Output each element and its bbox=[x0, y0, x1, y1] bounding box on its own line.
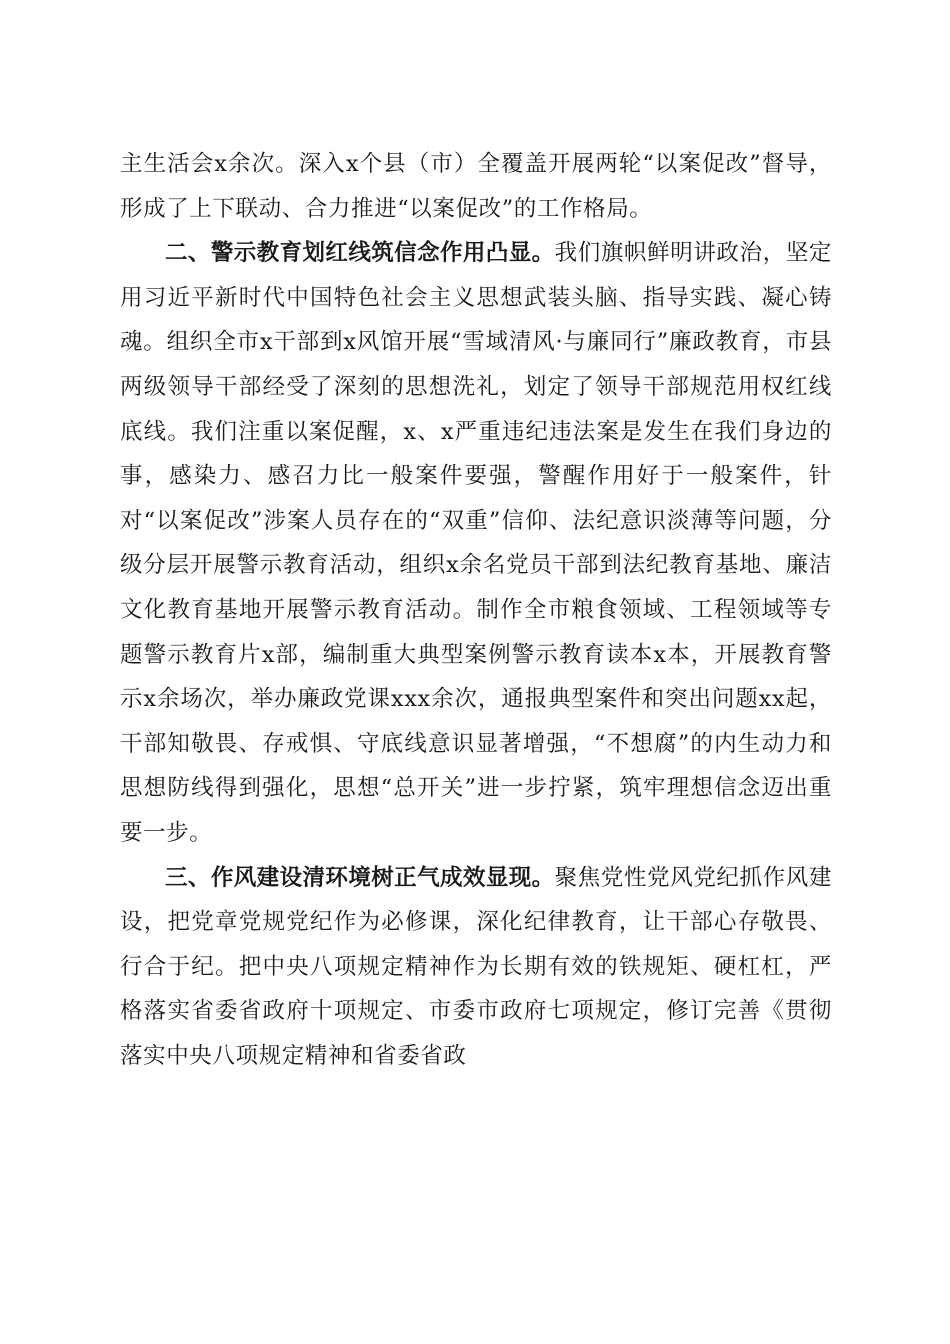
paragraph-3-text: 聚焦党性党风党纪抓作风建设，把党章党规党纪作为必修课，深化纪律教育，让干部心存敬畏、行合于纪。把中央八项规定精神作为长期有效的铁规矩、硬杠杠，严格落实省委省政府十项规定、市委市政府七项规定，修订完善《贯彻落实中央八项规定精神和省委省政 bbox=[120, 864, 833, 1069]
section-2-heading: 二、警示教育划红线筑信念作用凸显。 bbox=[165, 240, 555, 267]
paragraph-1 bbox=[120, 142, 832, 231]
paragraph-2 bbox=[120, 231, 832, 855]
section-3-heading: 三、作风建设清环境树正气成效显现。 bbox=[165, 864, 555, 891]
paragraph-1-text: 主生活会x余次。深入x个县（市）全覆盖开展两轮“以案促改”督导，形成了上下联动、合力推进“以案促改”的工作格局。 bbox=[120, 151, 832, 222]
paragraph-2-text: 我们旗帜鲜明讲政治，坚定用习近平新时代中国特色社会主义思想武装头脑、指导实践、凝心铸魂。组织全市x干部到x风馆开展“雪域清风·与廉同行”廉政教育，市县两级领导干部经受了深刻的思想洗礼，划定了领导干部规范用权红线底线。我们注重以案促醒，x、x严重违纪违法案是发生在我们身边的事，感染力、感召力比一般案件要强，警醒作用好于一般案件，针对“以案促改”涉案人员存在的“双重”信仰、法纪意识淡薄等问题，分级分层开展警示教育活动，组织x余名党员干部到法纪教育基地、廉洁文化教育基地开展警示教育活动。制作全市粮食领域、工程领域等专题警示教育片x部，编制重大典型案例警示教育读本x本，开展教育警示x余场次，举办廉政党课xxx余次，通报典型案件和突出问题xx起，干部知敬畏、存戒惧、守底线意识显著增强，“不想腐”的内生动力和思想防线得到强化，思想“总开关”进一步拧紧，筑牢理想信念迈出重要一步。 bbox=[120, 240, 833, 846]
paragraph-3 bbox=[120, 856, 832, 1079]
document-body bbox=[120, 142, 832, 1078]
